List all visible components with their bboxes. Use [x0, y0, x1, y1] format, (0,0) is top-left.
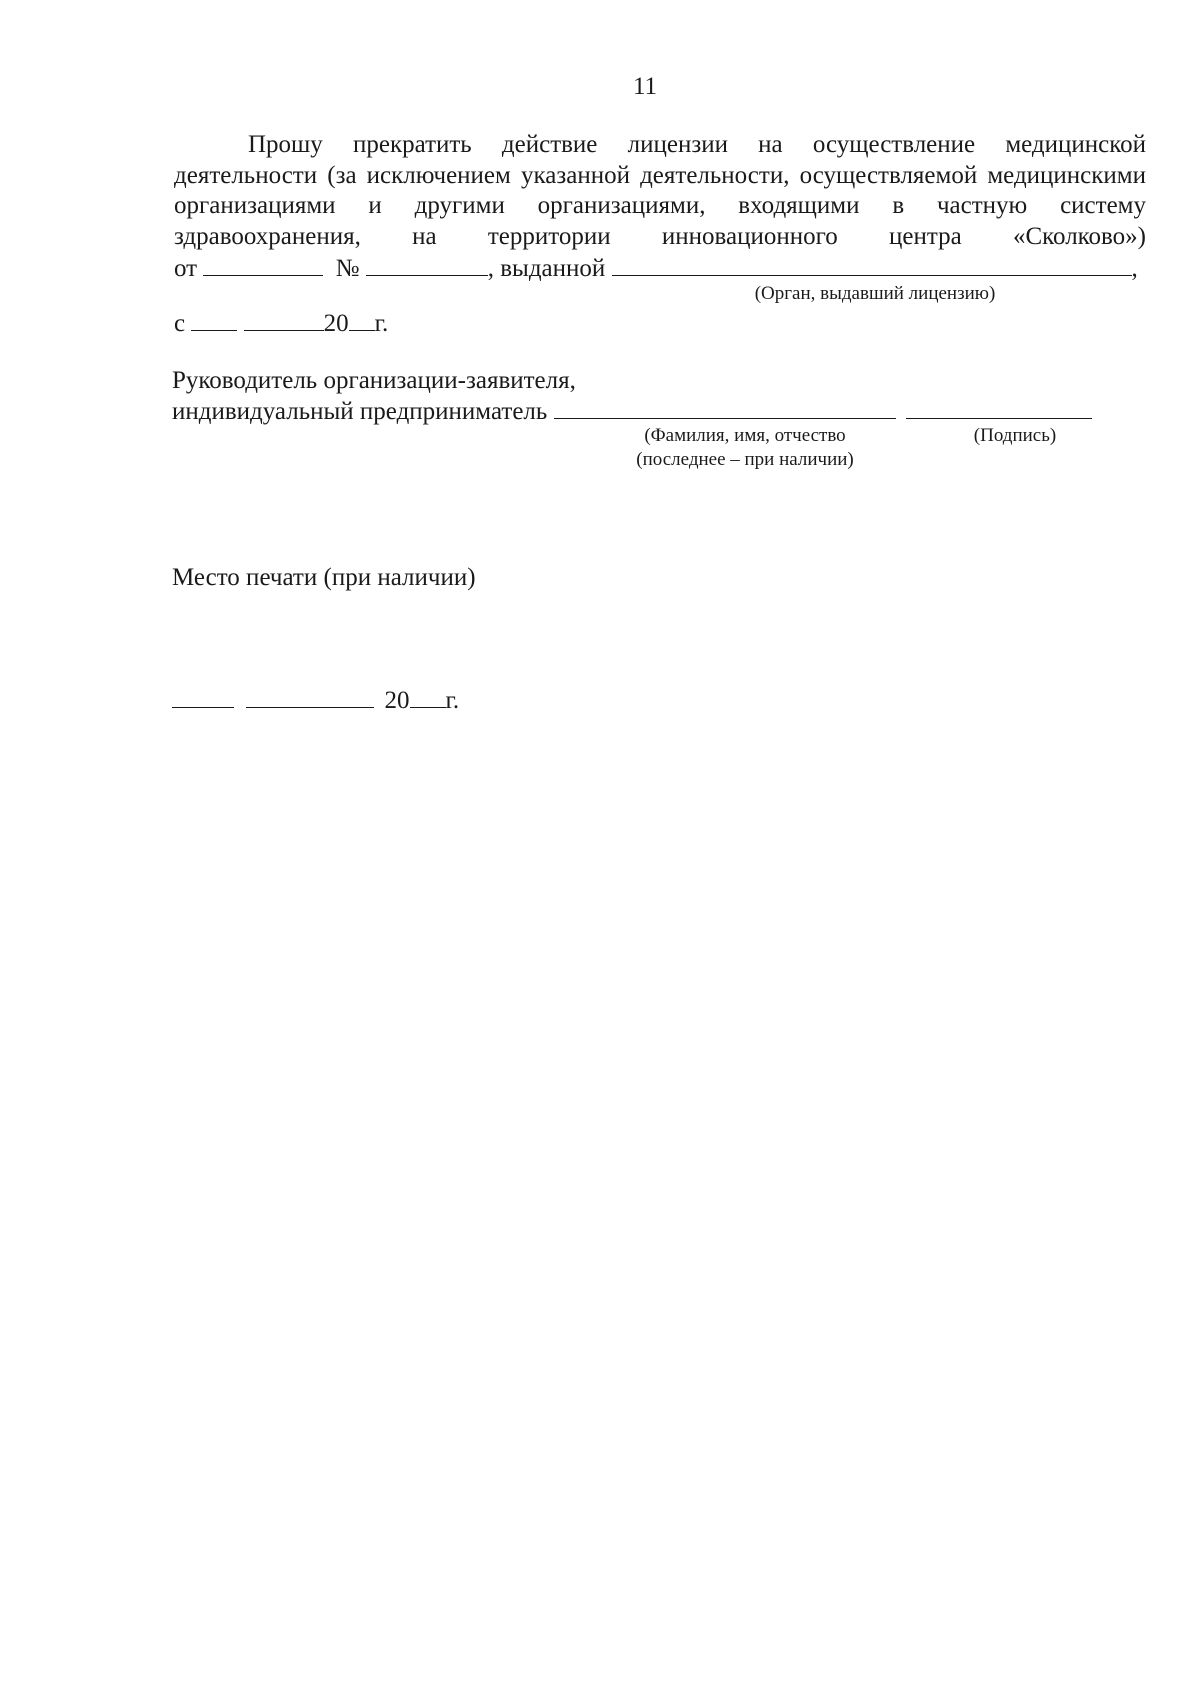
since-year-suffix: г. [374, 310, 389, 337]
name-caption-line1: (Фамилия, имя, отчество [644, 425, 846, 446]
page-number: 11 [632, 73, 658, 100]
signatory-role-label: индивидуальный предприниматель [172, 398, 548, 425]
issued-label: , выданной [487, 255, 606, 282]
signing-year-field[interactable] [410, 685, 446, 708]
signature-caption: (Подпись) [973, 425, 1057, 446]
signatory-title-line: Руководитель организации-заявителя, [172, 367, 576, 394]
signing-day-field[interactable] [172, 685, 234, 708]
since-year-field[interactable] [349, 308, 375, 331]
signing-year-prefix: 20 [384, 687, 410, 714]
issued-suffix: , [1131, 255, 1138, 282]
signatory-role-line [172, 396, 1092, 427]
signature-field[interactable] [906, 396, 1092, 419]
seal-label: Место печати (при наличии) [172, 564, 476, 591]
license-date-field[interactable] [203, 253, 323, 276]
request-paragraph [174, 130, 1146, 252]
signatory-name-field[interactable] [554, 396, 896, 419]
signing-date-line [172, 685, 459, 716]
issuer-caption: (Орган, выдавший лицензию) [754, 283, 996, 304]
license-details-line [174, 253, 1138, 284]
signing-month-field[interactable] [246, 685, 374, 708]
since-label: с [174, 310, 186, 337]
license-number-field[interactable] [366, 253, 488, 276]
since-month-field[interactable] [244, 308, 324, 331]
since-day-field[interactable] [191, 308, 237, 331]
signing-year-suffix: г. [445, 687, 460, 714]
from-label: от [174, 255, 198, 282]
request-paragraph-text: Прошу прекратить действие лицензии на осуществление медицинской деятельности (за исключением указанной деятельности, осуществляемой медицинскими организациями и другими организациями, входящими в частную систему здравоохранения, на территории инновационного центра «Сколково») [174, 131, 1146, 250]
name-caption-line2: (последнее – при наличии) [636, 449, 854, 470]
termination-date-line [174, 308, 388, 339]
since-year-prefix: 20 [323, 310, 349, 337]
issuer-field[interactable] [612, 253, 1132, 276]
number-sign-label: № [335, 255, 360, 282]
